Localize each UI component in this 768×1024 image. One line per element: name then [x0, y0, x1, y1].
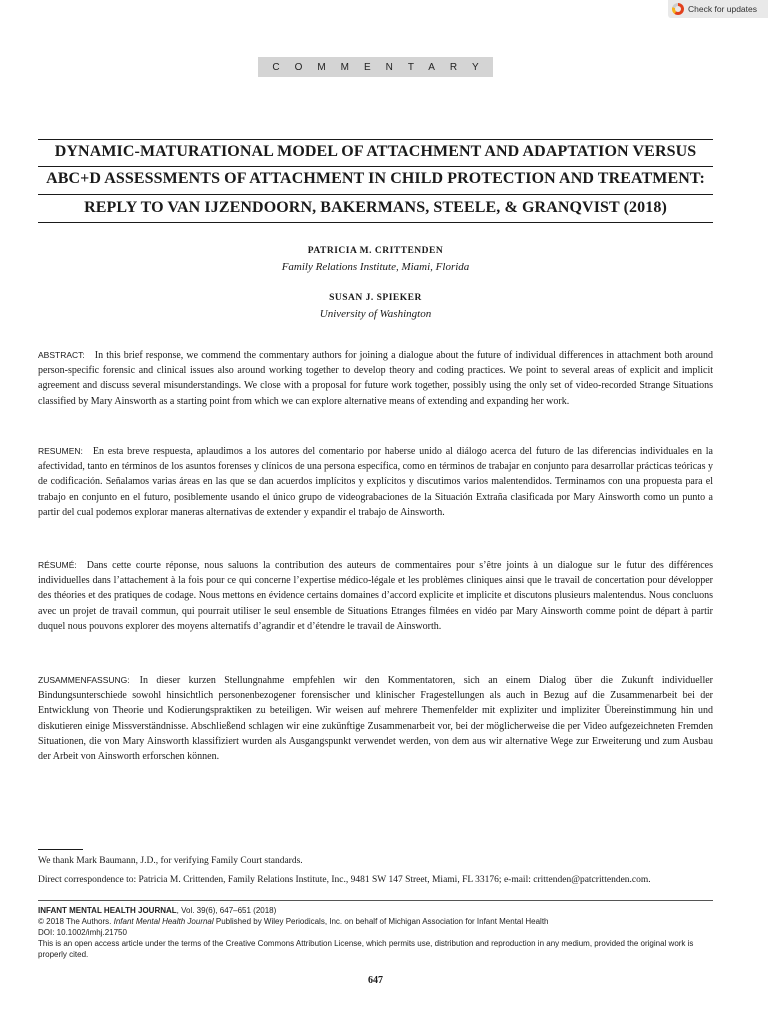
abstract-german	[38, 673, 713, 764]
title-rule-1	[38, 166, 713, 167]
abstract-text: In this brief response, we commend the commentary authors for joining a dialogue about the future of individual differences in attachment both around person-specific forensic and clinical issues also around working together to develop theory and coding practices. We point to several areas of explicit and implicit agreement and discuss several misunderstandings. We close with a proposal for future work together, possibly using the only set of video-recorded Strange Situations classified by Mary Ainsworth as a starting point from which we can explore alternative means of extending and expanding her work.	[38, 350, 713, 407]
title-rule-2	[38, 194, 713, 195]
title-line-3: REPLY TO VAN IJZENDOORN, BAKERMANS, STEELE, & GRANQVIST (2018)	[84, 199, 667, 216]
author-name: SUSAN J. SPIEKER	[329, 293, 422, 303]
abstract-text: In dieser kurzen Stellungnahme empfehlen wir den Kommentatoren, sich an einem Dialog über die Zukunft individueller Bindungsunterschiede sowohl hinsichtlich personenbezogener forensischer und klinischer Fragestellungen als auch in Bezug auf die Zusammenarbeit bei der Entwicklung von Theorie und Kodierungspraktiken zu beteiligen. Wir weisen auf mehrere Themenfelder mit expliziter und impliziter Übereinstimmung hin und diskutieren einige Missverständnisse. Abschließend schlagen wir eine zukünftige Zusammenarbeit vor, bei der möglicherweise die per Video aufgezeichneten Fremden Situationen, die von Mary Ainsworth klassifiziert wurden als Ausgangspunkt verwendet werden, von dem aus wir alternative Wege zur Erweiterung und zum Ausbau der Arbeit von Ainsworth erforschen können.	[38, 675, 713, 763]
copyright-publisher: Published by Wiley Periodicals, Inc. on behalf of Michigan Association for Infant Mental Health	[213, 917, 549, 926]
journal-citation	[38, 905, 718, 916]
journal-info	[38, 905, 718, 960]
author-affiliation: University of Washington	[319, 308, 432, 320]
journal-rule	[38, 900, 713, 901]
abstract-text: En esta breve respuesta, aplaudimos a los autores del comentario por haberse unido al diálogo acerca del futuro de las diferencias individuales en la afectividad, tanto en términos de los asuntos forenses y clínicos de una persona específica, como en términos de trabajar en conjunto para desarrollar prácticas teóricas y de codificación. Señalamos varias áreas en las que se dan acuerdos implícitos y explícitos y discutimos varios malentendidos. Terminamos con una propuesta para el trabajo en conjunto en el futuro, posiblemente usando el único grupo de videograbaciones de la Situación Extraña clasificada por Mary Ainsworth como un punto a partir del cual podemos explorar maneras alternativas de extender y expandir el trabajo de Ainsworth.	[38, 446, 713, 518]
crossmark-icon	[672, 3, 684, 15]
journal-doi[interactable]: DOI: 10.1002/imhj.21750	[38, 928, 127, 937]
abstract-text: Dans cette courte réponse, nous saluons la contribution des auteurs de commentaires pour s’être joints à un dialogue sur le futur des différences individuelles dans l’attachement à la fois pour ce qui concerne l’expertise médico-légale et les problèmes cliniques ainsi que le travail de concertation pour développer des théories et des pratiques de codage. Nous mettons en évidence certains domaines d’accord explicite et implicite et discutons plusieurs malentendus. Nous concluons avec un projet de travail commun, qui pourrait utiliser le seul ensemble de Situations Etranges filmées en vidéo par Mary Ainsworth comme point de départ à partir duquel nous pouvons explorer des moyens alternatifs d’agrandir et d’étendre le travail de Ainsworth.	[38, 560, 713, 632]
check-for-updates-badge[interactable]	[668, 0, 768, 18]
abstract-spanish	[38, 444, 713, 520]
abstract-english	[38, 348, 713, 409]
journal-copyright	[38, 916, 718, 927]
footnote-correspondence: Direct correspondence to: Patricia M. Crittenden, Family Relations Institute, Inc., 9481 SW 147 Street, Miami, FL 33176; e-mail: crittenden@patcrittenden.com.	[38, 875, 651, 885]
footnote-thanks: We thank Mark Baumann, J.D., for verifying Family Court standards.	[38, 856, 303, 866]
copyright-journal: Infant Mental Health Journal	[113, 917, 214, 926]
title-rule-bottom	[38, 222, 713, 223]
section-label: COMMENTARY	[258, 57, 493, 77]
author-affiliation: Family Relations Institute, Miami, Florida	[281, 261, 470, 273]
journal-name: INFANT MENTAL HEALTH JOURNAL	[38, 906, 177, 915]
abstract-label: RÉSUMÉ:	[38, 560, 77, 570]
check-for-updates-label: Check for updates	[688, 4, 757, 14]
title-line-1: DYNAMIC-MATURATIONAL MODEL OF ATTACHMENT AND ADAPTATION VERSUS	[54, 143, 697, 160]
copyright-symbol: ©	[38, 917, 44, 926]
page-number: 647	[368, 975, 383, 986]
abstract-label: ABSTRACT:	[38, 350, 85, 360]
copyright-text: 2018 The Authors.	[43, 917, 114, 926]
author-name: PATRICIA M. CRITTENDEN	[307, 246, 444, 256]
journal-license: This is an open access article under the terms of the Creative Commons Attribution License, which permits use, distribution and reproduction in any medium, provided the original work is properly cited.	[38, 939, 694, 959]
title-rule-top	[38, 139, 713, 140]
abstract-label: ZUSAMMENFASSUNG:	[38, 675, 130, 685]
journal-volume: , Vol. 39(6), 647–651 (2018)	[176, 906, 277, 915]
abstract-french	[38, 558, 713, 634]
footnote-rule	[38, 849, 83, 850]
abstract-label: RESUMEN:	[38, 446, 83, 456]
title-line-2: ABC+D ASSESSMENTS OF ATTACHMENT IN CHILD PROTECTION AND TREATMENT:	[46, 170, 705, 187]
